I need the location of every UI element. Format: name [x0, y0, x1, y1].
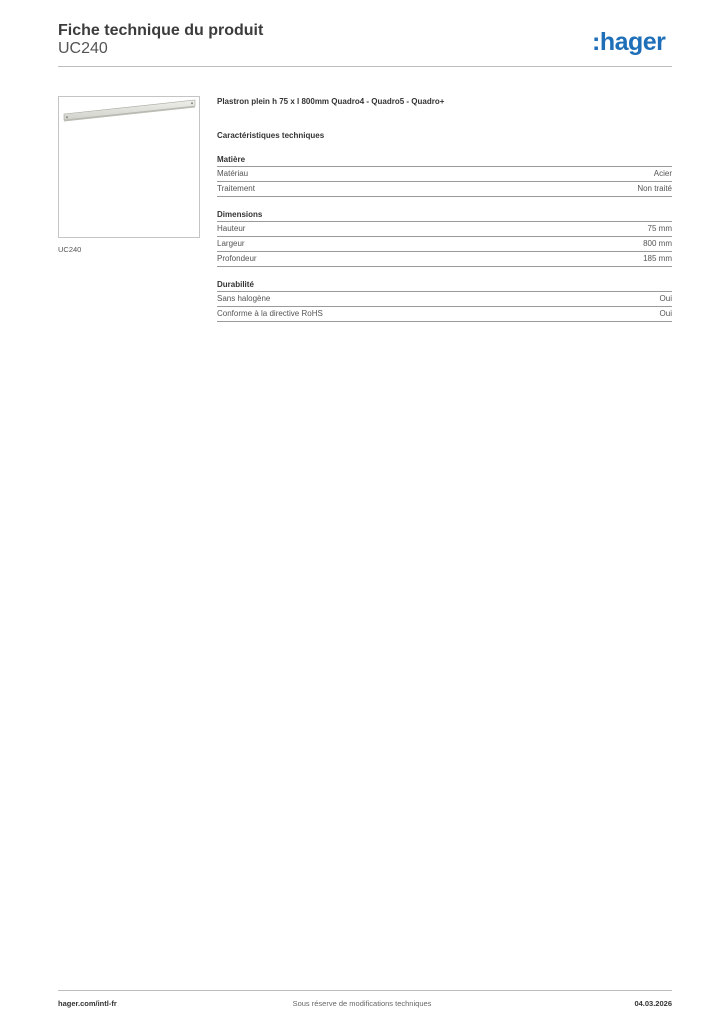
row-value: Oui — [659, 294, 672, 303]
product-image — [58, 96, 200, 238]
footer-notice: Sous réserve de modifications techniques — [292, 999, 432, 1008]
hager-logo-mark — [592, 26, 674, 58]
hager-logo[interactable] — [592, 26, 674, 58]
header-divider — [58, 66, 672, 67]
row-value: 800 mm — [643, 239, 672, 248]
row-value: 185 mm — [643, 254, 672, 263]
row-value: Acier — [653, 169, 672, 178]
table-row — [217, 237, 672, 252]
row-label: Largeur — [217, 239, 245, 248]
table-row — [217, 167, 672, 182]
row-label: Traitement — [217, 184, 255, 193]
group-matiere — [217, 154, 672, 197]
row-label: Hauteur — [217, 224, 246, 233]
table-row — [217, 252, 672, 267]
page-title: Fiche technique du produit — [58, 22, 264, 39]
row-label: Conforme à la directive RoHS — [217, 309, 323, 318]
footer-divider — [58, 990, 672, 991]
row-label: Sans halogène — [217, 294, 271, 303]
group-dimensions — [217, 209, 672, 267]
spec-sheet — [217, 96, 672, 322]
characteristics-heading: Caractéristiques techniques — [217, 131, 325, 140]
product-description: Plastron plein h 75 x l 800mm Quadro4 - Quadro5 - Quadro+ — [217, 97, 445, 106]
image-caption: UC240 — [58, 245, 82, 254]
steel-plate-image — [59, 97, 199, 237]
logo-wordmark: :hager — [592, 28, 666, 56]
table-row — [217, 292, 672, 307]
group-title: Dimensions — [217, 209, 672, 222]
table-row — [217, 222, 672, 237]
table-row — [217, 182, 672, 197]
product-reference: UC240 — [58, 40, 108, 57]
group-title: Matière — [217, 154, 672, 167]
group-title: Durabilité — [217, 279, 672, 292]
table-row — [217, 307, 672, 322]
row-value: 75 mm — [647, 224, 672, 233]
group-durabilite — [217, 279, 672, 322]
footer-date: 04.03.2026 — [634, 999, 672, 1008]
row-value: Non traité — [637, 184, 672, 193]
row-label: Profondeur — [217, 254, 257, 263]
footer-website-link[interactable]: hager.com/intl-fr — [58, 999, 117, 1008]
row-value: Oui — [659, 309, 672, 318]
row-label: Matériau — [217, 169, 249, 178]
